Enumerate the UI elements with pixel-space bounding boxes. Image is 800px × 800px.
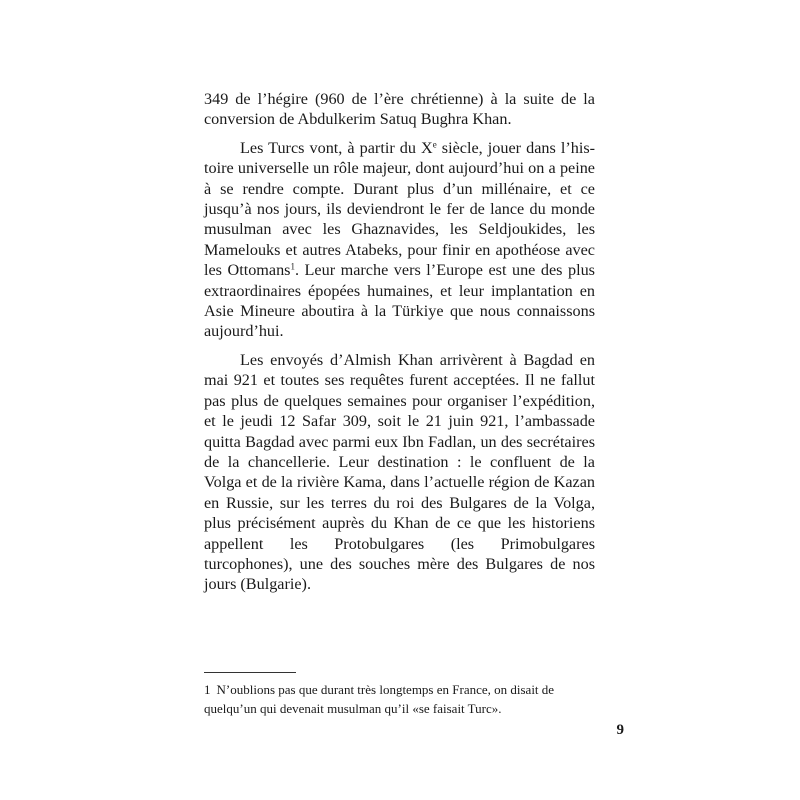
footnote bbox=[204, 681, 599, 718]
paragraph-turcs-part-c: . Leur marche vers l’Europe est une des plus extraordinaires épopées humaines, et leur implantation en Asie Mineure aboutira à la Türkiye que nous connaissons aujourd’hui. bbox=[204, 261, 595, 341]
century-superscript: e bbox=[432, 139, 437, 150]
page-number: 9 bbox=[616, 722, 624, 738]
footnote-reference[interactable]: 1 bbox=[290, 261, 295, 272]
paragraph-turcs-part-a: Les Turcs vont, à partir du X bbox=[240, 138, 433, 157]
footnote-text: N’oublions pas que durant très longtemps en France, on disait de quelqu’un qui devenait musulman qu’il «se faisait Turc». bbox=[204, 682, 555, 716]
paragraph-turcs bbox=[204, 138, 595, 342]
paragraph-envoyes: Les envoyés d’Almish Khan arrivèrent à Bagdad en mai 921 et toutes ses requêtes furent acceptées. Il ne fallut pas plus de quelques semaines pour organiser l’expédition, et le jeudi 12 Safar 309, soit le 21 juin 921, l’ambassade quitta Bagdad avec parmi eux Ibn Fadlan, un des secrétaires de la chancellerie. Leur destination : le confluent de la Volga et de la rivière Kama, dans l’actuelle région de Kazan en Russie, sur les terres du roi des Bulgares de la Volga, plus précisément auprès du Khan de ce que les historiens appellent les Protobulgares (les Primobulgares turcophones), une des souches mère des Bulgares de nos jours (Bulgarie). bbox=[204, 350, 595, 594]
footnote-number: 1 bbox=[204, 682, 211, 697]
footnote-divider bbox=[204, 672, 296, 673]
main-text bbox=[204, 89, 595, 595]
paragraph-continuation: 349 de l’hégire (960 de l’ère chrétienne) à la suite de la conversion de Abdulkerim Satuq Bughra Khan. bbox=[204, 90, 595, 129]
paragraph-turcs-part-b: siècle, jouer dans l’histoire universelle un rôle majeur, dont aujourd’hui on a peine à se rendre compte. Durant plus d’un millénaire, et ce jusqu’à nos jours, ils deviendront le fer de lance du monde musulman avec les Ghaznavides, les Seldjoukides, les Mamelouks et autres Atabeks, pour finir en apothéose avec les Ottomans bbox=[204, 138, 596, 280]
